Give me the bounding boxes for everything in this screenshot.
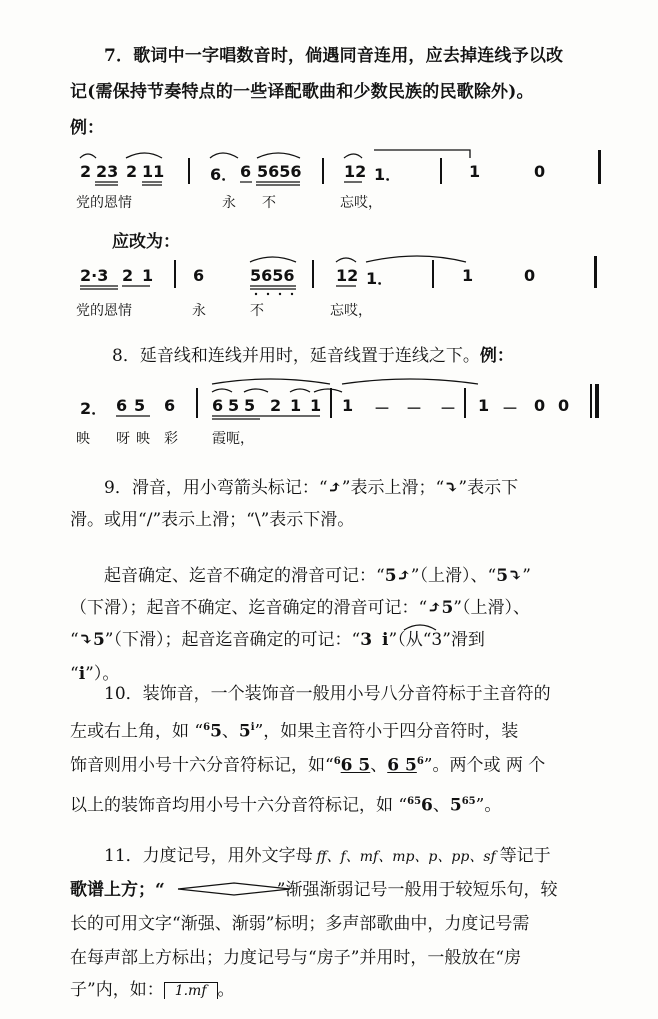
backslash-down-icon: \ <box>254 510 261 530</box>
s8-note: 6 <box>164 396 176 415</box>
main-note: 5 <box>210 721 222 742</box>
s9-text: ”）。 <box>85 664 120 684</box>
ex1-note: 2 <box>126 162 138 181</box>
note-five: 5 <box>496 566 509 586</box>
slide-down-arrow-icon: ⤵ <box>78 630 93 650</box>
s8-note: 1 <box>342 396 354 415</box>
s11-text: 子”内，如： <box>70 980 164 1000</box>
s8-note: － <box>374 399 391 418</box>
ex1-note: 0 <box>534 162 546 181</box>
grace-note: 6 <box>333 756 341 767</box>
ex2-note: 2 <box>122 266 134 285</box>
s9-text: 起音确定、迄音不确定的滑音可记：“ <box>104 566 385 586</box>
s10-text: 饰音则用小号十六分音符标记，如“ <box>70 755 334 776</box>
slide-up-arrow-icon: ⤴ <box>427 598 442 618</box>
note-five: 5 <box>441 598 454 618</box>
s9-text: ”表示下 <box>458 478 519 498</box>
s10-text: ”。 <box>475 795 502 816</box>
volta-bracket: 1.mf <box>164 982 218 999</box>
main-note: 5 <box>238 721 251 742</box>
s11-text: 11．力度记号，用外文字母 <box>104 846 313 866</box>
main-note: 6 5 <box>387 755 417 776</box>
s8-note: － <box>406 399 423 418</box>
ex1-note: 11 <box>142 162 165 181</box>
s11-text: 。 <box>217 980 235 1000</box>
ex1-note: 5656 <box>257 162 302 181</box>
grace-note: 65 <box>407 796 422 807</box>
separator: 、 <box>370 755 388 776</box>
s8-note: 1 <box>478 396 490 415</box>
s11-text: 等记于 <box>499 846 551 866</box>
s8-note: 6 <box>116 396 128 415</box>
s11-text: 歌谱上方；“ <box>70 880 165 900</box>
ex1-lyric: 永 <box>222 195 236 211</box>
main-note: 5 <box>449 795 462 816</box>
main-note: 6 5 <box>340 755 371 776</box>
s8-note: 5 <box>228 396 240 415</box>
s9-text: “ <box>70 630 79 650</box>
ex1-lyric: 不 <box>262 195 276 211</box>
slide-down-arrow-icon: ⤵ <box>444 478 459 498</box>
note-five: 5 <box>92 630 105 650</box>
tie <box>342 379 478 384</box>
ex2-lyric: 忘哎， <box>330 303 372 319</box>
ex2-note: 0 <box>524 266 536 285</box>
s8-note: 0 <box>558 396 570 415</box>
s9-text: 滑。或用“ <box>70 510 147 530</box>
ex1-note: 12 <box>344 162 367 181</box>
tie <box>290 389 310 392</box>
slur <box>336 258 356 262</box>
grace-note: 6 <box>203 722 211 733</box>
tie <box>314 389 342 392</box>
s8-example-label: 例： <box>479 346 514 366</box>
ex1-note: 2 <box>80 162 92 181</box>
s9-text: ”（下滑）；起音迄音确定的可记：“ <box>104 630 361 650</box>
s9-text: （下滑）；起音不确定、迄音确定的滑音可记：“ <box>70 598 428 618</box>
s8-note: 5 <box>134 396 146 415</box>
ex2-note: 1． <box>366 269 394 288</box>
s8-note: 2 <box>270 396 282 415</box>
grace-note: 6 <box>416 756 424 767</box>
slide-arc <box>404 625 436 630</box>
s8-note: 2． <box>80 399 108 418</box>
s9-text: ”表示下滑。 <box>260 510 355 530</box>
s9-text: “ <box>70 664 79 684</box>
s8-lyric: 映 <box>136 431 150 447</box>
ex1-note: 1． <box>374 165 402 184</box>
dynamics-list: ff、f、mf、mp、p、pp、sf <box>316 849 496 865</box>
slash-up-icon: / <box>146 510 153 530</box>
hairpin-bottom <box>178 889 290 895</box>
s8-note: － <box>440 399 457 418</box>
ex2-note: 6 <box>193 266 205 285</box>
s8-note: － <box>502 399 519 418</box>
slide-down-arrow-icon: ⤵ <box>508 566 523 586</box>
slur <box>126 153 162 158</box>
s10-text: ”。两个或 两 个 <box>423 755 546 776</box>
s11-line4: 在每声部上方标出；力度记号与“房子”并用时，一般放在“房 <box>70 948 522 968</box>
s7-line1: 7．歌词中一字唱数音时，倘遇同音连用，应去掉连线予以改 <box>104 46 564 66</box>
s10-text: ”，如果主音符小于四分音符时，装 <box>254 721 519 742</box>
note-high-one: i <box>78 664 86 684</box>
slur <box>210 153 238 158</box>
note-high-one-digit: i <box>382 630 389 650</box>
s8-lyric: 霞呃， <box>212 431 254 447</box>
slur <box>257 153 300 158</box>
separator: 、 <box>221 721 239 742</box>
s8-line1-text: 8．延音线和连线并用时，延音线置于连线之下。 <box>112 346 480 366</box>
s7-line2: 记(需保持节奏特点的一些译配歌曲和少数民族的民歌除外)。 <box>70 82 534 102</box>
s9-text: 9．滑音，用小弯箭头标记：“ <box>104 478 328 498</box>
tie <box>374 150 470 158</box>
ex1-note: 23 <box>96 162 119 181</box>
tie <box>212 389 232 392</box>
ex2-note: 2·3 <box>80 266 109 285</box>
s10-text: 左或右上角，如 “ <box>70 721 204 742</box>
ex2-note: 5656 <box>250 266 295 285</box>
s9-text: ”（从“3”滑到 <box>388 630 485 650</box>
main-note: 6 <box>421 795 433 816</box>
tie <box>366 256 466 262</box>
grace-note: i <box>250 722 255 733</box>
ex1-note: 6． <box>210 165 238 184</box>
ex2-lyric: 永 <box>192 303 206 319</box>
slide-up-arrow-icon: ⤴ <box>327 478 342 498</box>
s9-text: ”（上滑）、“ <box>410 566 497 586</box>
slur <box>80 154 96 158</box>
s10-line1: 10．装饰音，一个装饰音一般用小号八分音符标于主音符的 <box>104 684 551 704</box>
s7-correction: 应改为： <box>112 232 180 252</box>
ex1-note: 1 <box>469 162 481 181</box>
ex1-note: 6 <box>240 162 252 181</box>
slur <box>212 379 330 384</box>
s9-text: ”表示上滑；“ <box>341 478 445 498</box>
note-five: 5 <box>384 566 397 586</box>
grace-note: 65 <box>461 796 476 807</box>
s8-note: 5 <box>244 396 256 415</box>
ex1-lyric: 党的恩情 <box>76 195 132 211</box>
slide-up-arrow-icon: ⤴ <box>396 566 411 586</box>
s8-lyric: 映 <box>76 431 90 447</box>
s8-lyric: 呀 <box>116 431 130 447</box>
s9-text: ” <box>522 566 531 586</box>
slur <box>344 154 362 158</box>
ex2-lyric: 不 <box>250 303 264 319</box>
s8-note: 6 <box>212 396 224 415</box>
ex2-note: 1 <box>462 266 474 285</box>
s7-example-label: 例： <box>70 118 104 138</box>
slur <box>250 257 296 262</box>
s9-text: ”表示上滑；“ <box>152 510 255 530</box>
ex2-lyric: 党的恩情 <box>76 303 132 319</box>
s8-lyric: 彩 <box>164 431 178 447</box>
separator: 、 <box>432 795 450 816</box>
s8-note: 0 <box>534 396 546 415</box>
s8-note: 1 <box>310 396 322 415</box>
ex2-note: 12 <box>336 266 359 285</box>
s11-line3: 长的可用文字“渐强、渐弱”标明；多声部歌曲中，力度记号需 <box>70 914 530 934</box>
tie <box>244 389 268 392</box>
ex2-note: 1 <box>142 266 154 285</box>
s11-text: ”渐强渐弱记号一般用于较短乐句，较 <box>276 880 558 900</box>
s10-text: 以上的装饰音均用小号十六分音符标记，如 “ <box>70 795 408 816</box>
ex1-lyric: 忘哎， <box>340 195 382 211</box>
s8-note: 1 <box>290 396 302 415</box>
s9-text: ”（上滑）、 <box>453 598 530 618</box>
note-three: 3 <box>360 630 373 650</box>
hairpin-top <box>178 883 290 889</box>
